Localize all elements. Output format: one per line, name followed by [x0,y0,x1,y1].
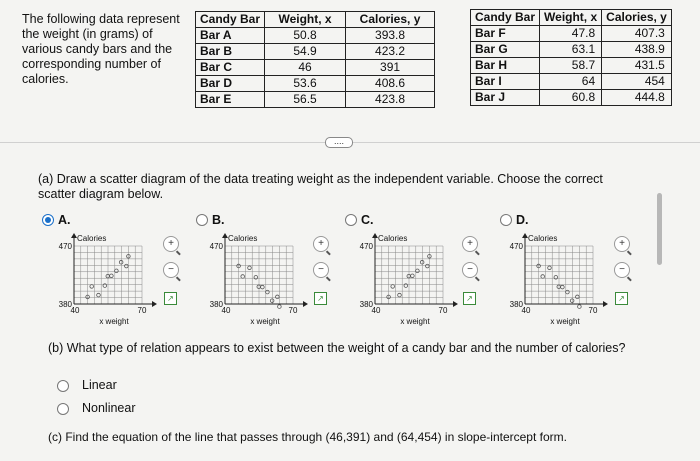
open-external-icon[interactable]: ↗ [164,292,177,305]
data-point [541,275,545,279]
x-axis-arrow [152,301,157,307]
y-axis-label: Calories [378,234,408,243]
data-point [97,293,101,297]
x-axis-arrow [603,301,608,307]
data-point [578,305,582,309]
data-point [278,305,282,309]
data-point [270,299,274,303]
data-point [416,269,420,273]
x-axis-arrow [303,301,308,307]
y-tick-label: 380 [509,300,523,309]
table-row: Bar C 46 391 [196,60,435,76]
plot-grid [375,246,443,304]
col-header: Candy Bar [196,12,265,28]
option-c-radio[interactable] [345,214,357,226]
x-tick-label: 70 [438,306,448,315]
option-a-radio[interactable] [42,214,54,226]
col-header: Calories, y [346,12,435,28]
x-axis-label: x weight [250,317,280,326]
data-point [404,284,408,288]
data-point [103,284,107,288]
option-a-label[interactable]: A. [58,213,71,227]
scatter-plot-b [195,228,315,328]
table-row: Bar J 60.8 444.8 [471,90,672,106]
x-tick-label: 40 [521,306,531,315]
zoom-in-icon[interactable]: + [313,236,329,252]
nonlinear-label[interactable]: Nonlinear [82,401,136,415]
part-b-question: (b) What type of relation appears to exist between the weight of a candy bar and the number of calories? [48,341,626,355]
data-point [420,260,424,264]
open-external-icon[interactable]: ↗ [463,292,476,305]
data-point [570,299,574,303]
table-row: Bar D 53.6 408.6 [196,76,435,92]
data-point [554,276,558,280]
y-axis-label: Calories [228,234,258,243]
data-point [411,274,415,278]
nonlinear-radio[interactable] [57,403,69,415]
zoom-out-icon[interactable]: − [163,262,179,278]
y-tick-label: 470 [509,242,523,251]
x-axis-arrow [453,301,458,307]
table-row: Bar I 64 454 [471,74,672,90]
data-point [254,276,258,280]
x-tick-label: 70 [288,306,298,315]
part-c-question: (c) Find the equation of the line that passes through (46,391) and (64,454) in slope-intercept form. [48,430,567,444]
data-point [398,293,402,297]
table-row: Bar G 63.1 438.9 [471,42,672,58]
table-row: Bar E 56.5 423.8 [196,92,435,108]
x-tick-label: 70 [588,306,598,315]
data-point [115,269,119,273]
data-point [266,290,270,294]
option-b-radio[interactable] [196,214,208,226]
data-point [276,295,280,299]
option-b-label[interactable]: B. [212,213,225,227]
option-d-label[interactable]: D. [516,213,529,227]
data-point [248,266,252,270]
zoom-out-icon[interactable]: − [614,262,630,278]
open-external-icon[interactable]: ↗ [615,292,628,305]
col-header: Candy Bar [471,10,540,26]
scrollbar-thumb[interactable] [657,193,662,265]
x-tick-label: 40 [221,306,231,315]
data-point [241,275,245,279]
y-tick-label: 380 [209,300,223,309]
open-external-icon[interactable]: ↗ [314,292,327,305]
y-tick-label: 380 [359,300,373,309]
data-point [576,295,580,299]
data-point [561,285,565,289]
x-tick-label: 70 [137,306,147,315]
option-c-label[interactable]: C. [361,213,374,227]
plot-grid [74,246,142,304]
y-tick-label: 470 [209,242,223,251]
data-point [566,290,570,294]
col-header: Calories, y [602,10,672,26]
data-table-1 [195,11,435,108]
table-row: Bar B 54.9 423.2 [196,44,435,60]
data-point [125,264,129,268]
data-point [110,274,114,278]
scatter-plot-c [345,228,465,328]
y-axis-label: Calories [77,234,107,243]
zoom-out-icon[interactable]: − [462,262,478,278]
table-row: Bar A 50.8 393.8 [196,28,435,44]
scatter-plot-d [495,228,615,328]
scatter-plot-a [44,228,164,328]
x-tick-label: 40 [371,306,381,315]
zoom-in-icon[interactable]: + [462,236,478,252]
data-point [548,266,552,270]
data-point [119,260,123,264]
zoom-in-icon[interactable]: + [614,236,630,252]
zoom-out-icon[interactable]: − [313,262,329,278]
y-tick-label: 470 [359,242,373,251]
x-axis-label: x weight [550,317,580,326]
option-d-radio[interactable] [500,214,512,226]
col-header: Weight, x [265,12,346,28]
data-point [90,285,94,289]
data-point [261,285,265,289]
y-axis-label: Calories [528,234,558,243]
y-tick-label: 470 [58,242,72,251]
zoom-in-icon[interactable]: + [163,236,179,252]
data-point [426,264,430,268]
problem-intro: The following data represent the weight (in grams) of various candy bars and the corresponding number of calories. [22,12,180,86]
linear-radio[interactable] [57,380,69,392]
linear-label[interactable]: Linear [82,378,117,392]
x-axis-label: x weight [400,317,430,326]
part-a-question: (a) Draw a scatter diagram of the data treating weight as the independent variable. Choose the correct scatter diagram below. [38,172,603,201]
table-row: Bar H 58.7 431.5 [471,58,672,74]
y-tick-label: 380 [58,300,72,309]
table-row: Bar F 47.8 407.3 [471,26,672,42]
plot-grid [225,246,293,304]
x-tick-label: 40 [70,306,80,315]
x-axis-label: x weight [99,317,129,326]
col-header: Weight, x [540,10,602,26]
data-table-2 [470,9,672,106]
expand-more-button[interactable]: .... [325,137,353,148]
data-point [391,285,395,289]
plot-grid [525,246,593,304]
